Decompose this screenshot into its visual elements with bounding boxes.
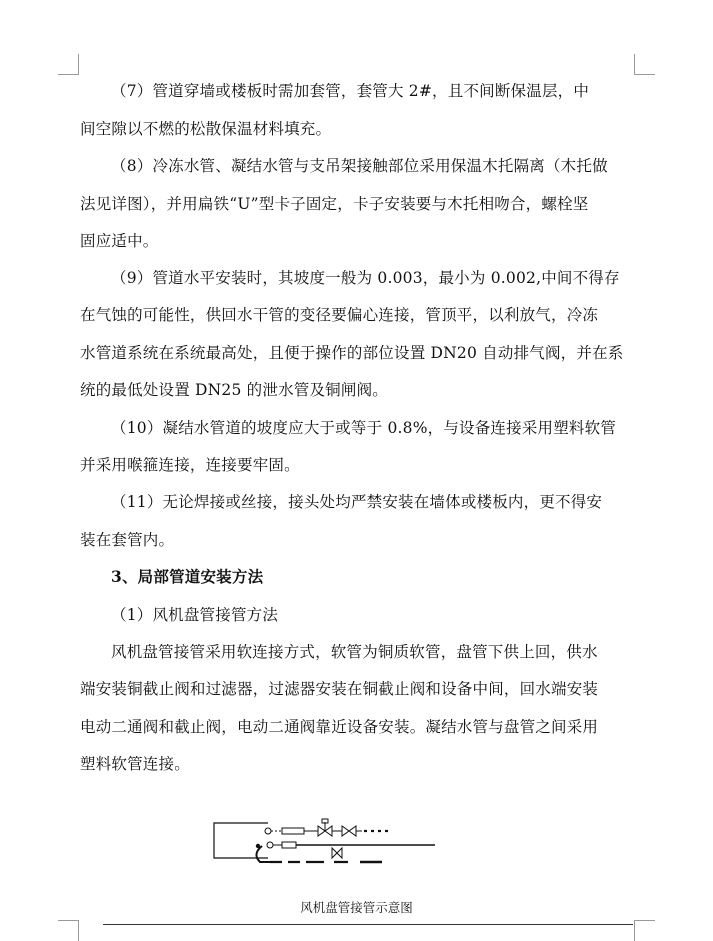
diagram-caption: 风机盘管接管示意图 [300,900,413,915]
section-heading: 3、局部管道安装方法 [111,567,264,586]
paragraph-line: 水管道系统在系统最高处，且便于操作的部位设置 DN20 自动排气阀，并在系 [80,344,624,362]
paragraph-line: 端安装铜截止阀和过滤器，过滤器安装在铜截止阀和设备中间，回水端安装 [80,680,599,698]
subsection-heading: （1）风机盘管接管方法 [111,606,279,624]
paragraph-line: （8）冷冻水管、凝结水管与支吊架接触部位采用保温木托隔离（木托做 [111,157,608,175]
paragraph-line: 风机盘管接管采用软连接方式，软管为铜质软管，盘管下供上回，供水 [111,643,598,661]
paragraph-line: （11）无论焊接或丝接，接头处均严禁安装在墙体或楼板内，更不得安 [111,493,603,511]
paragraph-line: （10）凝结水管道的坡度应大于或等于 0.8%，与设备连接采用塑料软管 [111,419,617,437]
paragraph-line: 固应适中。 [80,232,159,250]
crop-mark-bottom-right [634,920,655,941]
paragraph-line: （7）管道穿墙或楼板时需加套管，套管大 2#，且不间断保温层，中 [111,82,590,100]
crop-mark-top-left [58,54,79,75]
paragraph-line: （9）管道水平安装时，其坡度一般为 0.003，最小为 0.002,中间不得存 [111,269,620,287]
paragraph-line: 间空隙以不燃的松散保温材料填充。 [80,120,332,138]
fan-coil-piping-diagram [210,818,440,868]
paragraph-line: 电动二通阀和截止阀，电动二通阀靠近设备安装。凝结水管与盘管之间采用 [80,718,599,736]
paragraph-line: 法见详图），并用扁铁“U”型卡子固定，卡子安装要与木托相吻合，螺栓坚 [80,195,589,213]
paragraph-line: 并采用喉箍连接，连接要牢固。 [80,456,300,474]
crop-mark-bottom-left [58,920,79,941]
footer-rule [103,924,633,925]
paragraph-line: 装在套管内。 [80,531,175,549]
paragraph-line: 塑料软管连接。 [80,755,190,773]
paragraph-line: 统的最低处设置 DN25 的泄水管及铜闸阀。 [80,381,388,399]
paragraph-line: 在气蚀的可能性，供回水干管的变径要偏心连接，管顶平，以利放气，冷冻 [80,306,599,324]
crop-mark-top-right [634,54,655,75]
